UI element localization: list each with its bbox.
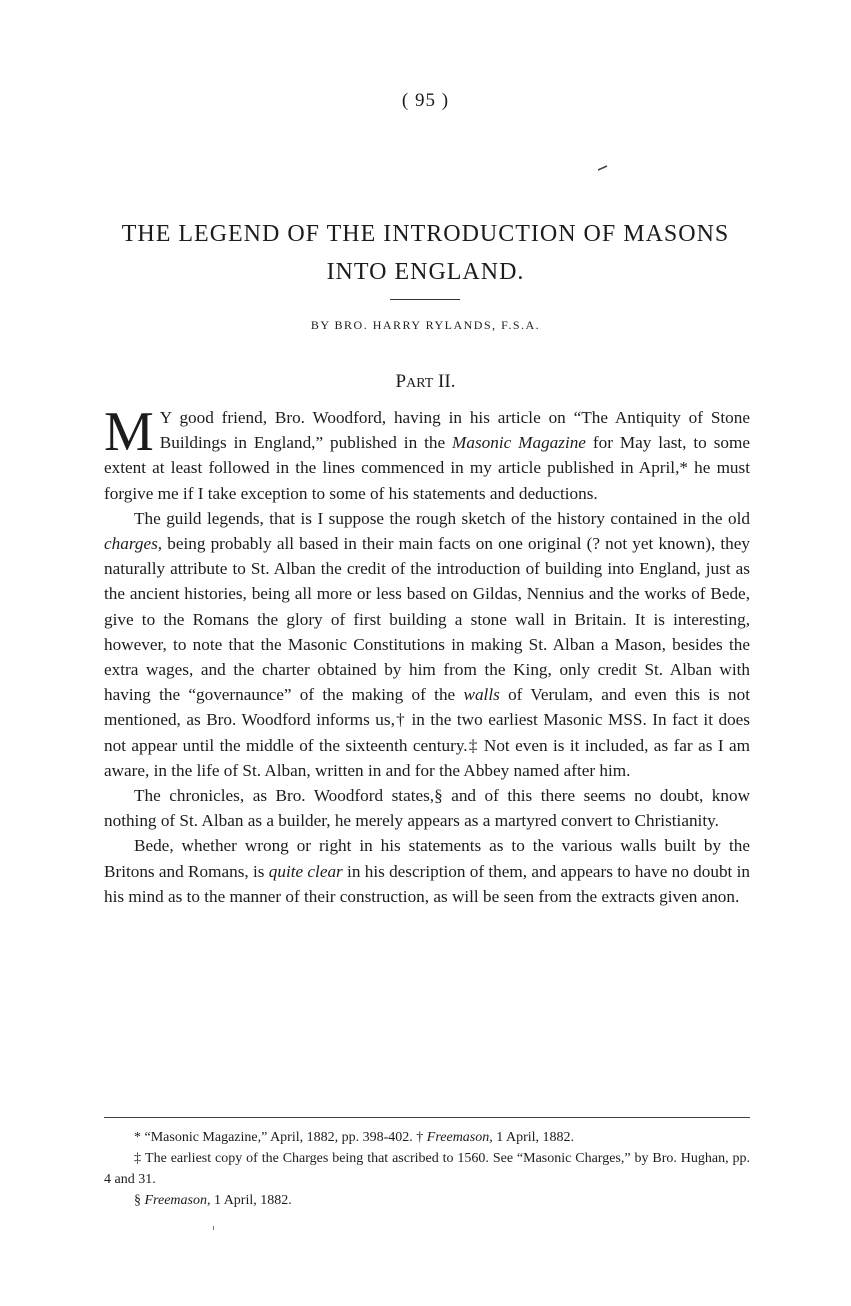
- paragraph-2-italic-1: charges,: [104, 534, 163, 554]
- part-heading: [0, 371, 851, 393]
- paragraph-1-italic: Masonic Magazine: [452, 433, 586, 453]
- title-line-2: INTO ENGLAND.: [326, 259, 525, 285]
- part-heading-smallcaps: ART: [406, 376, 434, 391]
- footnote-3-italic: Freemason,: [144, 1193, 211, 1208]
- footnote-1-text-a: * “Masonic Magazine,” April, 1882, pp. 398-402. †: [134, 1130, 427, 1145]
- author-byline: BY BRO. HARRY RYLANDS, F.S.A.: [310, 318, 541, 332]
- footnote-divider: [104, 1117, 750, 1118]
- footnote-3-text-a: §: [134, 1193, 145, 1208]
- paragraph-4-text-b: in his description of them, and appears to have no doubt in his mind as to the manner of their construction, as will be seen from the extracts given anon.: [104, 861, 751, 906]
- paragraph-1-text-a: Y good friend, Bro. Woodford, having in his article on “The Antiquity of Stone Buildings in England,” published in the: [159, 408, 750, 453]
- paragraph-4-italic: quite clear: [268, 861, 343, 881]
- paragraph-4-text-a: Bede, whether wrong or right in his statements as to the various walls built by the Britons and Romans, is: [104, 836, 750, 881]
- footnote-1-text-b: 1 April, 1882.: [492, 1130, 575, 1145]
- paragraph-2: [104, 506, 750, 783]
- stray-ink-mark: [598, 165, 608, 171]
- paragraph-2-text-b: being probably all based in their main facts on one original (? not yet known), they naturally attribute to St. Alban the credit of the introduction of building into England, just as the ancient histories, being all more or less based on Gildas, Nennius and the works of Bede, give to the Romans the glory of first building a stone wall in Britain. It is interesting, however, to note that the Masonic Constitutions in making St. Alban a Mason, besides the extra wages, and the charter obtained by him from the King, only credit St. Alban with having the “governaunce” of the making of the: [104, 534, 750, 705]
- title-divider: [390, 299, 460, 300]
- footnote-2: ‡ The earliest copy of the Charges being that ascribed to 1560. See “Masonic Charges,” by Bro. Hughan, pp. 4 and 31.: [104, 1151, 750, 1187]
- paragraph-3: The chronicles, as Bro. Woodford states,§ and of this there seems no doubt, know nothing of St. Alban as a builder, he merely appears as a martyred convert to Christianity.: [104, 786, 750, 831]
- paragraph-2-text-c: of Verulam, and even this is not mentioned, as Bro. Woodford informs us,† in the two earliest Masonic MSS. In fact it does not appear until the middle of the sixteenth century.‡ Not even is it included, as far as I am aware, in the life of St. Alban, written in and for the Abbey named after him.: [104, 685, 750, 780]
- paragraph-4: [104, 833, 750, 909]
- drop-cap: M: [104, 401, 154, 463]
- paragraph-2-italic-2: walls: [463, 685, 500, 705]
- footnote-1: [104, 1127, 750, 1148]
- paragraph-2-text-a: The guild legends, that is I suppose the rough sketch of the history contained in the old: [134, 508, 750, 528]
- part-heading-initial: P: [395, 371, 407, 392]
- footnotes: [104, 1127, 750, 1211]
- paragraph-1-text-b: for May last, to some extent at least followed in the lines commenced in my article published in April,* he must forgive me if I take exception to some of his statements and deductions.: [104, 433, 750, 503]
- footnote-3: [104, 1190, 750, 1211]
- article-body: [104, 401, 751, 909]
- stray-tick-mark: [213, 1226, 214, 1230]
- article-title: [0, 215, 851, 291]
- footnote-1-italic: Freemason,: [426, 1130, 493, 1145]
- paragraph-1: [104, 401, 750, 506]
- title-line-1: THE LEGEND OF THE INTRODUCTION OF MASONS: [121, 221, 730, 247]
- page-number: ( 95 ): [401, 90, 450, 111]
- part-heading-numeral: II.: [433, 371, 456, 392]
- footnote-3-text-b: 1 April, 1882.: [210, 1193, 292, 1208]
